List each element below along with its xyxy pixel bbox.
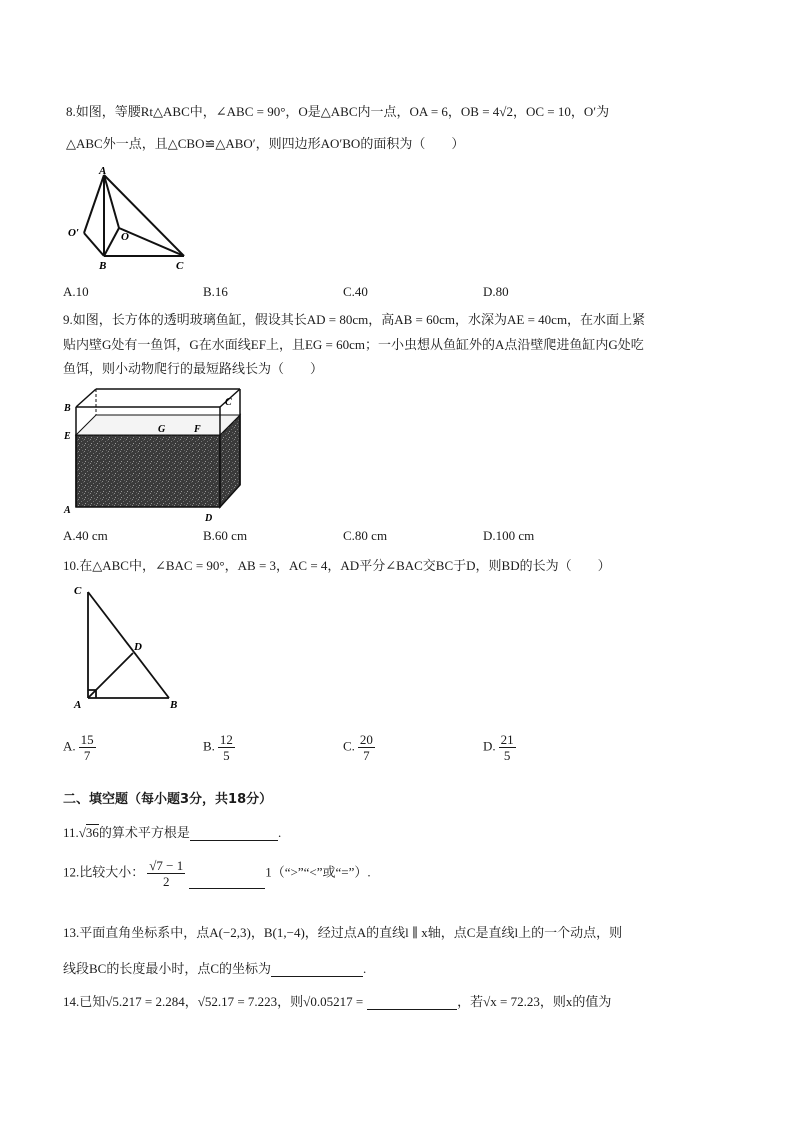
q8-option-c[interactable]: C.40: [343, 284, 368, 299]
q9-label-f: F: [194, 424, 201, 435]
q8-figure: [64, 163, 194, 273]
q12-prefix: 12.比较大小：: [63, 864, 145, 880]
q11-radicand: 36: [85, 825, 99, 840]
q9-edge-top-left: [76, 389, 96, 407]
q8-option-d[interactable]: D.80: [483, 284, 509, 299]
q10-option-b-num: 12: [219, 732, 233, 747]
q13-line2-end: .: [363, 961, 367, 976]
q11-prefix: 11.: [63, 825, 79, 840]
q8-seg-o-prime-b: [84, 233, 104, 256]
q10-label-d: D: [134, 641, 142, 653]
section-2-heading: 二、填空题（每小题3分，共18分）: [63, 792, 273, 807]
q12-suffix: 1（“>”“<”或“=”）.: [265, 864, 371, 880]
q9-water-front: [76, 435, 220, 507]
q10-seg-ad: [88, 653, 133, 698]
q12-fraction: [147, 858, 185, 889]
q8-text-line1: 8.如图，等腰Rt△ABC中，∠ABC = 90°，O是△ABC内一点，OA = 6，OB = 4√2，OC = 10，O′为: [66, 104, 610, 119]
q13-text-line2: [63, 958, 366, 977]
q10-seg-cb: [88, 592, 169, 698]
q8-option-a[interactable]: A.10: [63, 284, 89, 299]
q10-label-c: C: [74, 585, 82, 597]
q9-label-c: C: [225, 397, 232, 408]
q9-text-line1: 9.如图，长方体的透明玻璃鱼缸，假设其长AD = 80cm，高AB = 60cm，水深为AE = 40cm，在水面上紧: [63, 312, 646, 327]
q10-option-a[interactable]: [63, 732, 96, 763]
q9-label-e: E: [64, 431, 71, 442]
q14-prefix: 14.已知√5.217 = 2.284，√52.17 = 7.223，则√0.05217 =: [63, 994, 364, 1009]
q10-label-b: B: [170, 699, 178, 711]
q8-option-b[interactable]: B.16: [203, 284, 228, 299]
q10-option-c-letter: C.: [343, 738, 355, 754]
q9-label-b: B: [64, 403, 71, 414]
q8-label-o: O: [121, 231, 129, 243]
q10-option-b-den: 5: [223, 748, 230, 763]
q9-figure: [60, 385, 250, 525]
q10-option-a-letter: A.: [63, 738, 76, 754]
q8-label-c: C: [176, 260, 184, 272]
q10-option-d-den: 5: [503, 748, 511, 763]
q9-option-c[interactable]: C.80 cm: [343, 528, 388, 543]
q10-figure: [66, 580, 196, 715]
q14-text: [63, 991, 611, 1010]
sqrt-icon: √: [78, 825, 86, 840]
q13-answer-blank[interactable]: [271, 976, 363, 977]
q10-option-c-fraction: [358, 732, 375, 763]
q9-label-d: D: [205, 513, 213, 524]
q10-option-c-den: 7: [363, 748, 370, 763]
q9-label-a: A: [64, 505, 71, 516]
q9-label-g: G: [158, 424, 166, 435]
q10-option-c[interactable]: [343, 732, 375, 763]
q13-line2-prefix: 线段BC的长度最小时，点C的坐标为: [63, 961, 272, 976]
q10-text-line1: 10.在△ABC中，∠BAC = 90°，AB = 3，AC = 4，AD平分∠BAC交BC于D，则BD的长为（ ）: [63, 558, 611, 573]
q8-label-b: B: [99, 260, 107, 272]
q10-option-d-letter: D.: [483, 738, 496, 754]
q8-text-line2: △ABC外一点，且△CBO≌△ABO′，则四边形AO′BO的面积为（ ）: [66, 136, 465, 151]
q10-option-d-fraction: [499, 732, 516, 763]
q9-option-d[interactable]: D.100 cm: [483, 528, 535, 543]
q11-end: .: [277, 825, 282, 840]
q10-label-a: A: [74, 699, 82, 711]
q10-option-a-den: 7: [83, 748, 91, 763]
q8-seg-ao-prime: [84, 175, 104, 233]
q11-text: [63, 822, 281, 841]
q11-suffix: 的算术平方根是: [98, 825, 190, 840]
q9-text-line3: 鱼饵，则小动物爬行的最短路线长为（ ）: [63, 361, 324, 376]
q12-den: 2: [163, 874, 170, 889]
q9-option-a[interactable]: A.40 cm: [63, 528, 108, 543]
q8-seg-ob: [104, 228, 119, 256]
q10-option-b[interactable]: [203, 732, 235, 763]
q12-num: √7 − 1: [149, 858, 184, 873]
q11-answer-blank[interactable]: [190, 840, 278, 841]
q13-text-line1: 13.平面直角坐标系中，点A(−2,3)，B(1,−4)，经过点A的直线l ∥ x轴，点C是直线l上的一个动点，则: [63, 925, 623, 940]
q10-option-c-num: 20: [359, 732, 373, 747]
q10-option-a-fraction: [79, 732, 96, 763]
q8-label-a: A: [99, 165, 107, 177]
q10-option-b-letter: B.: [203, 738, 215, 754]
q10-option-b-fraction: [218, 732, 235, 763]
q14-answer-blank[interactable]: [367, 1009, 457, 1010]
q12-text: [63, 858, 371, 889]
q8-label-o-prime: O′: [68, 227, 80, 239]
q10-option-d[interactable]: [483, 732, 516, 763]
q9-option-b[interactable]: B.60 cm: [203, 528, 248, 543]
q12-answer-blank[interactable]: [189, 888, 265, 889]
q14-suffix: ，若√x = 72.23，则x的值为: [457, 994, 612, 1009]
q9-text-line2: 贴内壁G处有一鱼饵，G在水面线EF上，且EG = 60cm；一小虫想从鱼缸外的A点沿壁爬进鱼缸内G处吃: [63, 337, 644, 352]
q10-option-d-num: 21: [500, 732, 514, 747]
q10-option-a-num: 15: [80, 732, 94, 747]
